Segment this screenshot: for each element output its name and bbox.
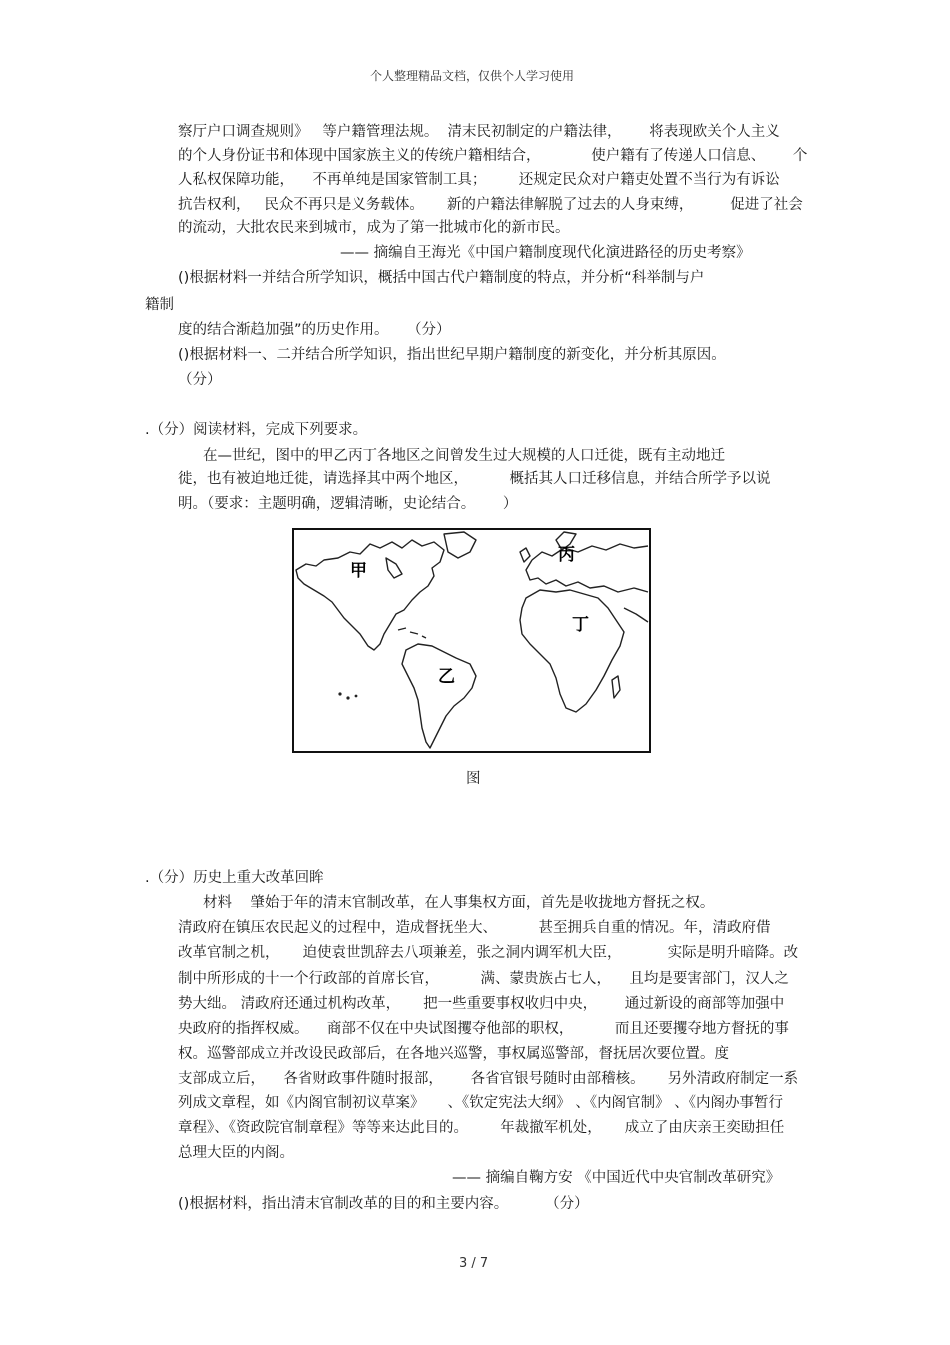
north-america-outline [296, 540, 444, 650]
material-line-8: 支部成立后， 各省财政事件随时报部， 各省官银号随时由部稽核。 另外清政府制定一系 [178, 1071, 799, 1087]
question-1: ()根据材料一并结合所学知识，概括中国古代户籍制度的特点，并分析“科举制与户 [178, 270, 705, 286]
south-america-outline [402, 644, 476, 748]
arabian-edge [624, 608, 648, 622]
material-line-4: 制中所形成的十一个行政部的首席长官， 满、蒙贵族占七人， 且均是要害部门，汉人之 [178, 971, 789, 987]
material-line-1: 材料 肇始于年的清末官制改革，在人事集权方面，首先是收拢地方督抚之权。 [203, 895, 715, 911]
material-line-11: 总理大臣的内阁。 [178, 1145, 294, 1161]
material-line-7: 权。巡警部成立并改设民政部后，在各地兴巡警，事权属巡警部，督抚居次要位置。度 [178, 1046, 729, 1062]
section-heading-map: .（分）阅读材料，完成下列要求。 [145, 422, 368, 438]
material-line-9: 列成文章程，如《内阁官制初议草案》 、《钦定宪法大纲》 、《内阁官制》 、《内阁办事暂行 [178, 1095, 784, 1111]
map-label-yi: 乙 [438, 667, 455, 687]
pacific-islands [338, 692, 357, 699]
europe-outline [526, 544, 648, 592]
question-3: ()根据材料，指出清末官制改革的目的和主要内容。 （分） [178, 1196, 589, 1212]
material-line-6: 央政府的指挥权威。 商部不仅在中央试图攫夺他部的职权， 而且还要攫夺地方督抚的事 [178, 1021, 789, 1037]
caribbean-islands [398, 628, 426, 638]
map-prompt-1: 在—世纪，图中的甲乙丙丁各地区之间曾发生过大规模的人口迁徙，既有主动地迁 [203, 448, 725, 464]
text-line-5: 的流动，大批农民来到城市，成为了第一批城市化的新市民。 [178, 220, 570, 236]
source-citation-1: —— 摘编自王海光《中国户籍制度现代化演进路径的历史考察》 [340, 245, 751, 261]
question-1-wrap: 籍制 [145, 297, 174, 313]
world-map-figure [292, 528, 651, 753]
text-line-2: 的个人身份证书和体现中国家族主义的传统户籍相结合， 使户籍有了传递人口信息、 个 [178, 148, 808, 164]
map-label-ding: 丁 [572, 615, 589, 635]
africa-outline [520, 590, 624, 712]
map-prompt-2: 徙，也有被迫地迁徙，请选择其中两个地区， 概括其人口迁移信息，并结合所学予以说 [178, 471, 771, 487]
question-2: ()根据材料一、二并结合所学知识，指出世纪早期户籍制度的新变化，并分析其原因。 [178, 347, 726, 363]
map-label-bing: 丙 [558, 545, 575, 565]
figure-caption: 图 [466, 771, 481, 787]
hudson-bay [386, 558, 402, 578]
text-line-4: 抗告权利， 民众不再只是义务载体。 新的户籍法律解脱了过去的人身束缚， 促进了社会 [178, 197, 803, 213]
material-line-3: 改革官制之机， 迫使袁世凯辞去八项兼差，张之洞内调军机大臣， 实际是明升暗降。改 [178, 945, 799, 961]
text-line-1: 察厅户口调查规则》 等户籍管理法规。 清末民初制定的户籍法律， 将表现欧关个人主义 [178, 124, 780, 140]
material-line-10: 章程》、《资政院官制章程》等等来达此目的。 年裁撤军机处， 成立了由庆亲王奕劻担任 [178, 1120, 785, 1136]
world-map-svg [294, 530, 649, 751]
text-line-3: 人私权保障功能， 不再单纯是国家管制工具； 还规定民众对户籍吏处置不当行为有诉讼 [178, 172, 780, 188]
map-prompt-3: 明。（要求：主题明确，逻辑清晰，史论结合。 ） [178, 496, 518, 512]
question-1-cont: 度的结合渐趋加强”的历史作用。 （分） [178, 322, 451, 338]
madagascar [612, 676, 620, 698]
british-isles [520, 548, 530, 562]
material-line-2: 清政府在镇压农民起义的过程中，造成督抚坐大、 甚至拥兵自重的情况。年，清政府借 [178, 920, 771, 936]
material-line-5: 势大绌。 清政府还通过机构改革， 把一些重要事权收归中央， 通过新设的商部等加强中 [178, 996, 785, 1012]
page-header: 个人整理精品文档，仅供个人学习使用 [370, 69, 575, 83]
greenland [444, 532, 476, 558]
page-number: 3 / 7 [459, 1256, 489, 1271]
question-2-points: （分） [178, 372, 222, 388]
map-label-jia: 甲 [350, 561, 367, 581]
source-citation-2: —— 摘编自鞠方安 《中国近代中央官制改革研究》 [452, 1170, 781, 1186]
section-heading-reform: .（分）历史上重大改革回眸 [145, 870, 324, 886]
